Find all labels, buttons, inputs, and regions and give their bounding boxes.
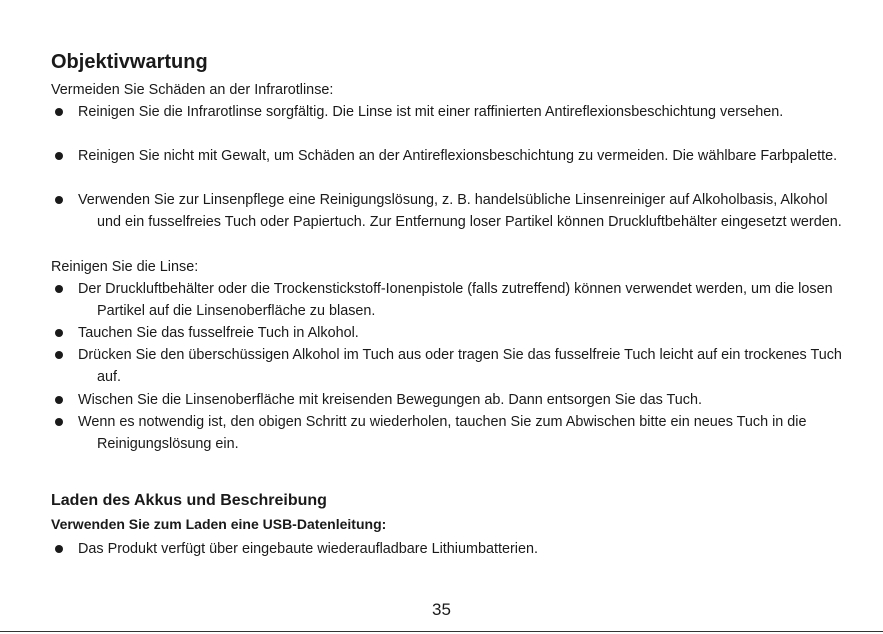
bullet-icon — [55, 418, 63, 426]
list-item — [51, 101, 851, 123]
list-item — [51, 389, 851, 411]
list-item — [51, 189, 851, 233]
list-item-text: Der Druckluftbehälter oder die Trockenstickstoff-Ionenpistole (falls zutreffend) können verwendet werden, um die losen Partikel auf die Linsenoberfläche zu blasen. — [78, 281, 833, 319]
list-item-text: Tauchen Sie das fusselfreie Tuch in Alkohol. — [78, 325, 359, 341]
bullet-icon — [55, 285, 63, 293]
list-item — [51, 278, 851, 322]
list-item-text: Wenn es notwendig ist, den obigen Schritt zu wiederholen, tauchen Sie zum Abwischen bitte ein neues Tuch in die Reinigungslösung ein. — [78, 414, 807, 452]
list-item-text: Reinigen Sie nicht mit Gewalt, um Schäden an der Antireflexionsbeschichtung zu vermeiden. Die wählbare Farbpalette. — [78, 148, 838, 164]
bullet-icon — [55, 351, 63, 359]
bullet-icon — [55, 152, 63, 160]
bullet-icon — [55, 108, 63, 116]
list-item-text: Verwenden Sie zur Linsenpflege eine Reinigungslösung, z. B. handelsübliche Linsenreiniger auf Alkoholbasis, Alkohol und ein fusselfreies Tuch oder Papiertuch. Zur Entfernung loser Partikel können Druckluftbehälter eingesetzt werden. — [78, 192, 842, 230]
list-item — [51, 538, 851, 560]
bullet-icon — [55, 196, 63, 204]
footer-divider — [0, 631, 883, 632]
list-item — [51, 411, 851, 455]
list-item — [51, 344, 851, 388]
section-subtitle: Verwenden Sie zum Laden eine USB-Datenleitung: — [51, 516, 387, 532]
bullet-icon — [55, 329, 63, 337]
list-item — [51, 145, 851, 167]
section-title-laden: Laden des Akkus und Beschreibung — [51, 492, 327, 509]
section-title-objektivwartung: Objektivwartung — [51, 51, 208, 73]
list-item-text: Wischen Sie die Linsenoberfläche mit kreisenden Bewegungen ab. Dann entsorgen Sie das Tuch. — [78, 392, 702, 408]
bullet-icon — [55, 396, 63, 404]
intro-paragraph: Vermeiden Sie Schäden an der Infrarotlinse: — [51, 82, 334, 98]
intro-paragraph-2: Reinigen Sie die Linse: — [51, 259, 199, 275]
list-item — [51, 322, 851, 344]
page-number: 35 — [432, 600, 451, 619]
list-item-text: Reinigen Sie die Infrarotlinse sorgfältig. Die Linse ist mit einer raffinierten Antireflexionsbeschichtung versehen. — [78, 104, 784, 120]
bullet-icon — [55, 545, 63, 553]
list-item-text: Drücken Sie den überschüssigen Alkohol im Tuch aus oder tragen Sie das fusselfreie Tuch leicht auf ein trockenes Tuch auf. — [78, 347, 842, 385]
list-item-text: Das Produkt verfügt über eingebaute wiederaufladbare Lithiumbatterien. — [78, 541, 538, 557]
